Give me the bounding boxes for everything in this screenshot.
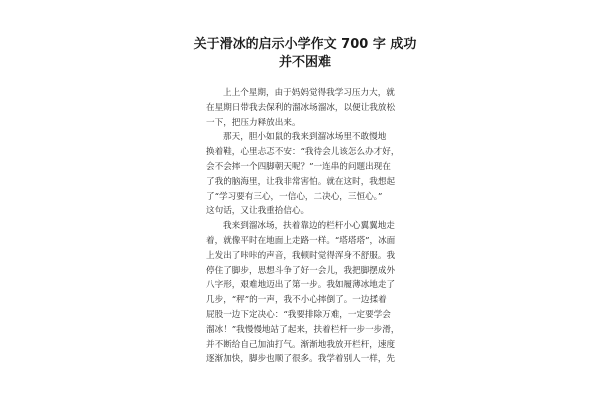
- text-line: 我来到溜冰场，扶着靠边的栏杆小心翼翼地走: [223, 221, 395, 232]
- text-line: 上发出了咔咔的声音，我顿时觉得浑身不舒服。我: [206, 250, 396, 261]
- paragraph-2: [206, 130, 406, 219]
- text-line: 八字形，艰难地迈出了第一步。我如履薄冰地走了: [206, 280, 396, 291]
- text-line: 停住了脚步，思想斗争了好一会儿，我把脚摆成外: [206, 265, 396, 276]
- document-title: [190, 36, 420, 72]
- text-line: 了“学习要有三心，一信心，二决心，三恒心。”: [206, 191, 383, 202]
- text-line: 屁股一边下定决心：“我要排除万难，一定要学会: [206, 309, 391, 320]
- text-line: 换着鞋，心里忐忑不安：“我待会儿该怎么办才好，: [206, 147, 400, 158]
- text-line: 一下，把压力释放出来。: [206, 117, 301, 128]
- text-line: 并不断给自己加油打气。渐渐地我放开栏杆，速度: [206, 339, 396, 350]
- text-line: 逐渐加快，脚步也顺了很多。我学着别人一样，先: [206, 354, 396, 365]
- paragraph-3: [206, 219, 406, 367]
- title-line-1: 关于滑冰的启示小学作文 700 字 成功: [193, 37, 417, 52]
- text-line: 上上个星期，由于妈妈觉得我学习压力大，就: [223, 88, 395, 98]
- text-line: 在星期日带我去保利的溜冰场溜冰，以便让我放松: [206, 102, 396, 113]
- text-line: 会不会摔一个四脚朝天呢？”一连串的问题出现在: [206, 161, 391, 172]
- paragraph-1: [206, 86, 406, 130]
- text-line: 溜冰！”我慢慢地站了起来，扶着栏杆一步一步滑，: [206, 324, 400, 335]
- text-line: 了我的脑海里，让我非常害怕。就在这时，我想起: [206, 176, 396, 187]
- text-line: 几步，“秤”的一声，我不小心摔倒了。一边揉着: [206, 295, 387, 306]
- text-line: 着，就像平时在地面上走路一样。“塔塔塔”，冰面: [206, 235, 396, 246]
- text-line: 这句话，又让我重拾信心。: [206, 206, 310, 217]
- document-body: [206, 86, 406, 367]
- text-line: 那天，胆小如鼠的我来到溜冰场里不敢慢地: [223, 132, 387, 143]
- title-line-2: 并不困难: [278, 55, 331, 70]
